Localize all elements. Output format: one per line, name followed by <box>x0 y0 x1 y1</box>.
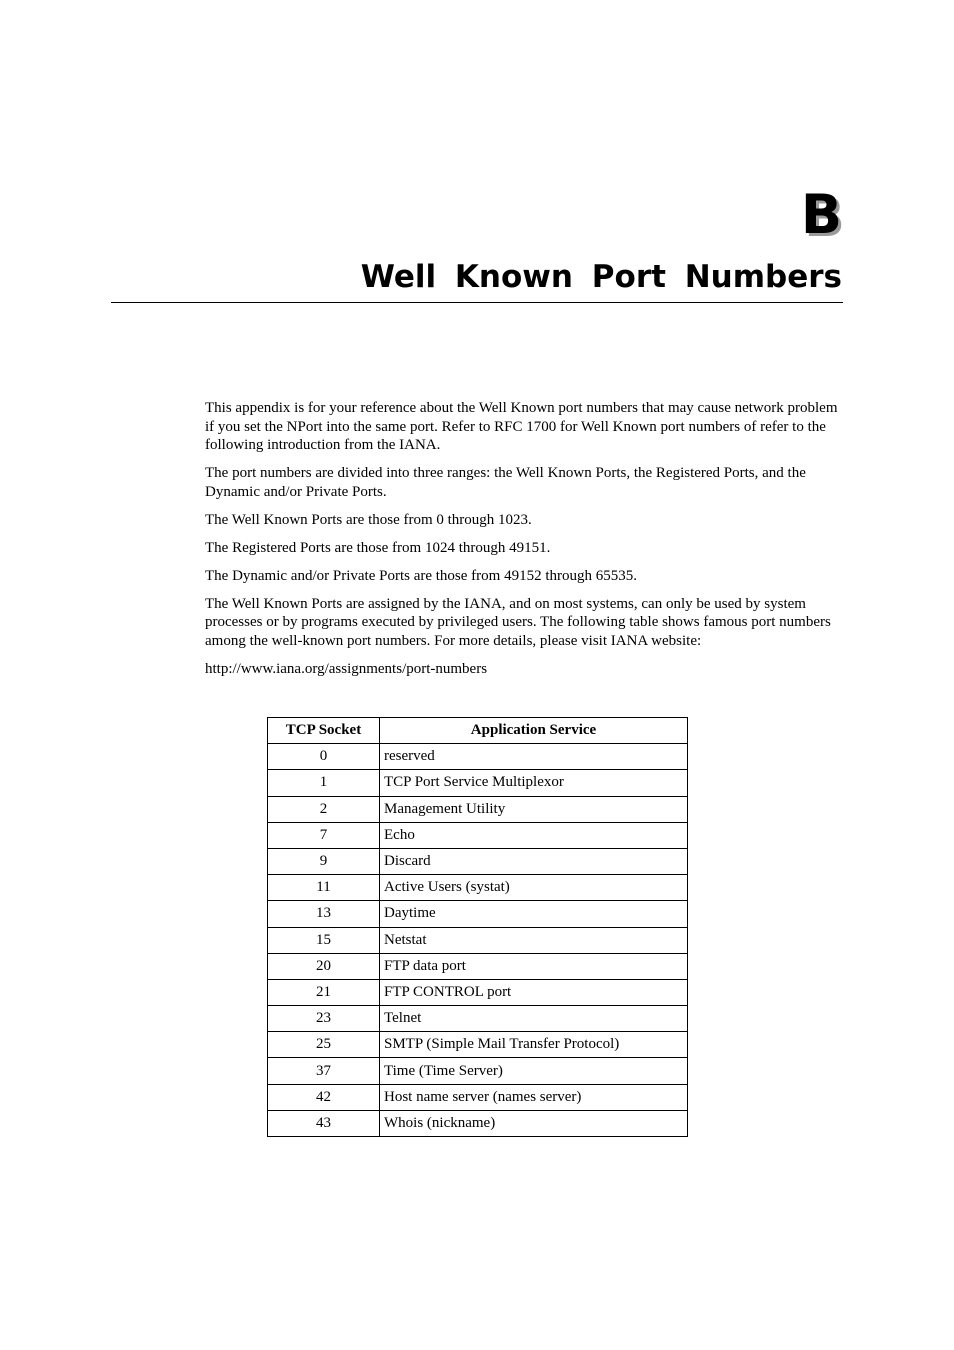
table-header-row <box>268 718 688 744</box>
paragraph-registered-range: The Registered Ports are those from 1024 through 49151. <box>205 539 551 556</box>
port-number: 37 <box>268 1058 380 1084</box>
port-table <box>267 717 688 1137</box>
header-application-service: Application Service <box>380 718 688 744</box>
title-rule <box>111 302 843 303</box>
paragraph-intro: This appendix is for your reference about the Well Known port numbers that may cause network problem if you set the NPort into the same port. Refer to RFC 1700 for Well Known port numbers of refer to the following introduction from the IANA. <box>205 400 838 453</box>
port-number: 42 <box>268 1084 380 1110</box>
service-name: Whois (nickname) <box>380 1110 688 1136</box>
port-number: 11 <box>268 875 380 901</box>
table-row <box>268 979 688 1005</box>
service-name: Management Utility <box>380 796 688 822</box>
port-number: 7 <box>268 822 380 848</box>
port-number: 23 <box>268 1006 380 1032</box>
port-number: 0 <box>268 744 380 770</box>
header-tcp-socket: TCP Socket <box>268 718 380 744</box>
service-name: Telnet <box>380 1006 688 1032</box>
table-row <box>268 848 688 874</box>
port-number: 1 <box>268 770 380 796</box>
port-number: 25 <box>268 1032 380 1058</box>
port-number: 21 <box>268 979 380 1005</box>
table-row <box>268 875 688 901</box>
service-name: Echo <box>380 822 688 848</box>
chapter-letter: B <box>800 183 842 246</box>
service-name: Active Users (systat) <box>380 875 688 901</box>
service-name: FTP CONTROL port <box>380 979 688 1005</box>
port-number: 15 <box>268 927 380 953</box>
body-text <box>205 399 841 688</box>
chapter-title: Well Known Port Numbers <box>360 259 842 295</box>
service-name: TCP Port Service Multiplexor <box>380 770 688 796</box>
iana-url: http://www.iana.org/assignments/port-numbers <box>205 660 488 677</box>
table-row <box>268 796 688 822</box>
table-row <box>268 1006 688 1032</box>
port-number: 20 <box>268 953 380 979</box>
port-number: 2 <box>268 796 380 822</box>
table-row <box>268 822 688 848</box>
service-name: SMTP (Simple Mail Transfer Protocol) <box>380 1032 688 1058</box>
table-row <box>268 744 688 770</box>
paragraph-well-known-range: The Well Known Ports are those from 0 through 1023. <box>205 511 532 528</box>
port-number: 43 <box>268 1110 380 1136</box>
table-row <box>268 1110 688 1136</box>
service-name: Discard <box>380 848 688 874</box>
service-name: reserved <box>380 744 688 770</box>
service-name: Host name server (names server) <box>380 1084 688 1110</box>
paragraph-assignment: The Well Known Ports are assigned by the IANA, and on most systems, can only be used by system processes or by programs executed by privileged users. The following table shows famous port numbers among the well-known port numbers. For more details, please visit IANA website: <box>205 595 831 649</box>
service-name: Netstat <box>380 927 688 953</box>
paragraph-ranges: The port numbers are divided into three ranges: the Well Known Ports, the Registered Ports, and the Dynamic and/or Private Ports. <box>205 465 806 500</box>
table-row <box>268 1058 688 1084</box>
port-number: 13 <box>268 901 380 927</box>
service-name: FTP data port <box>380 953 688 979</box>
table-row <box>268 770 688 796</box>
paragraph-dynamic-range: The Dynamic and/or Private Ports are those from 49152 through 65535. <box>205 567 637 584</box>
service-name: Time (Time Server) <box>380 1058 688 1084</box>
table-row <box>268 901 688 927</box>
table-row <box>268 1084 688 1110</box>
table-row <box>268 953 688 979</box>
table-row <box>268 1032 688 1058</box>
table-row <box>268 927 688 953</box>
service-name: Daytime <box>380 901 688 927</box>
port-number: 9 <box>268 848 380 874</box>
